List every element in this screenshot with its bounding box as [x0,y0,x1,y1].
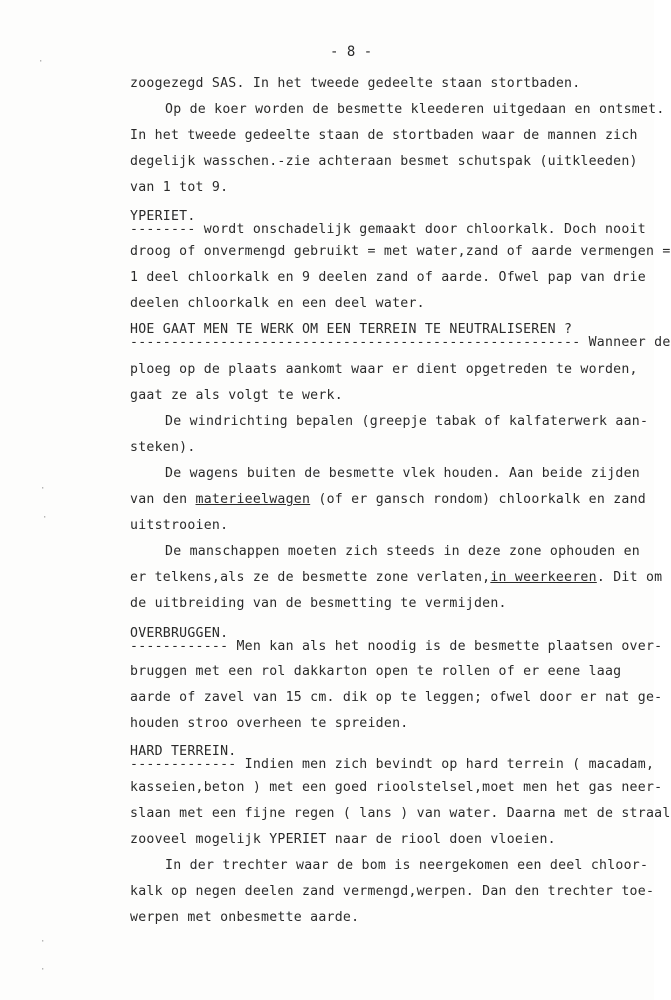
text-line: Op de koer worden de besmette kleederen uitgedaan en ontsmet. [165,102,665,117]
text-line: ploeg op de plaats aankomt waar er dient opgetreden te worden, [130,362,638,377]
scan-speck: · [38,57,44,67]
text-segment: er telkens,als ze de besmette zone verlaten, [130,570,491,585]
text-line: houden stroo overheen te spreiden. [130,716,409,731]
text-line: De manschappen moeten zich steeds in deze zone ophouden en [165,544,640,559]
text-line: van 1 tot 9. [130,180,229,195]
text-segment: . Dit om [596,570,663,585]
section-heading: HOE GAAT MEN TE WERK OM EEN TERREIN TE NEUTRALISEREN ? [130,322,573,337]
text-line: kalk op negen deelen zand vermengd,werpen. Dan den trechter toe- [130,884,655,899]
section-heading: OVERBRUGGEN. [130,626,229,641]
text-line: de uitbreiding van de besmetting te vermijden. [130,596,507,611]
text-line: gaat ze als volgt te werk. [130,388,343,403]
text-line [130,570,662,586]
text-line: werpen met onbesmette aarde. [130,910,360,925]
text-line: In het tweede gedeelte staan de stortbaden waar de mannen zich [130,128,638,143]
text-line: bruggen met een rol dakkarton open te rollen of er eene laag [130,664,622,679]
text-line: De wagens buiten de besmette vlek houden. Aan beide zijden [165,466,640,481]
text-line: slaan met een fijne regen ( lans ) van water. Daarna met de straal [130,806,671,821]
text-line: zoogezegd SAS. In het tweede gedeelte staan stortbaden. [130,76,581,91]
text-segment: van den [130,492,188,507]
text-line: kasseien,beton ) met een goed rioolstelsel,moet men het gas neer- [130,780,663,795]
text-line: deelen chloorkalk en een deel water. [130,296,425,311]
text-line: droog of onvermengd gebruikt = met water,zand of aarde vermengen = [130,244,671,259]
scan-speck: · [40,965,46,975]
section-heading: YPERIET. [130,209,196,224]
text-line: ------------- Indien men zich bevindt op hard terrein ( macadam, [130,757,655,772]
text-line: steken). [130,440,196,455]
section-heading: HARD TERREIN. [130,744,237,759]
underlined-term: in weerkeeren [490,570,597,585]
scan-speck: · [40,937,46,947]
underlined-term: materieelwagen [195,492,311,507]
text-line [130,492,646,508]
text-line: degelijk wasschen.-zie achteraan besmet schutspak (uitkleeden) [130,154,638,169]
text-line: ------------ Men kan als het noodig is de besmette plaatsen over- [130,639,663,654]
scan-speck: · [42,513,48,523]
text-line: ------------------------------------------------------- Wanneer de [130,335,671,350]
scan-speck: · [40,484,46,494]
text-line: In der trechter waar de bom is neergekomen een deel chloor- [165,858,649,873]
page-number: - 8 - [330,44,373,60]
text-segment: (of er gansch rondom) chloorkalk en zand [318,492,646,507]
text-line: De windrichting bepalen (greepje tabak of kalfaterwerk aan- [165,414,649,429]
text-line: -------- wordt onschadelijk gemaakt door chloorkalk. Doch nooit [130,222,646,237]
text-line: zooveel mogelijk YPERIET naar de riool doen vloeien. [130,832,556,847]
text-line: uitstrooien. [130,518,229,533]
text-line: aarde of zavel van 15 cm. dik op te leggen; ofwel door er nat ge- [130,690,663,705]
text-line: 1 deel chloorkalk en 9 deelen zand of aarde. Ofwel pap van drie [130,270,646,285]
